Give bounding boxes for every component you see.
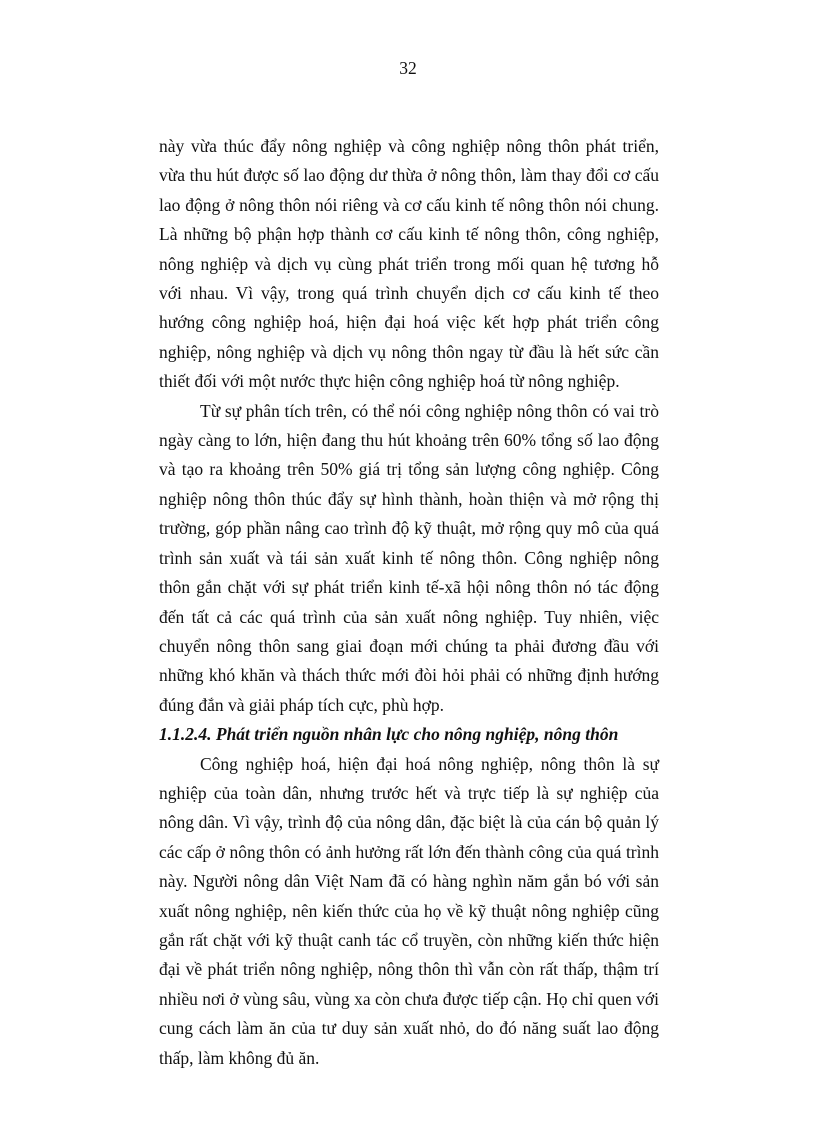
section-heading: 1.1.2.4. Phát triển nguồn nhân lực cho nông nghiệp, nông thôn <box>159 724 619 745</box>
paragraph-rural-industry-role: Từ sự phân tích trên, có thể nói công nghiệp nông thôn có vai trò ngày càng to lớn, hiện đang thu hút khoảng trên 60% tổng số lao động và tạo ra khoảng trên 50% giá trị tổng sản lượng công nghiệp. Công nghiệp nông thôn thúc đẩy sự hình thành, hoàn thiện và mở rộng thị trường, góp phần nâng cao trình độ kỹ thuật, mở rộng quy mô của quá trình sản xuất và tái sản xuất kinh tế nông thôn. Công nghiệp nông thôn gắn chặt với sự phát triển kinh tế-xã hội nông thôn nó tác động đến tất cả các quá trình của sản xuất nông nghiệp. Tuy nhiên, việc chuyển nông thôn sang giai đoạn mới chúng ta phải đương đầu với những khó khăn và thách thức mới đòi hỏi phải có những định hướng đúng đắn và giải pháp tích cực, phù hợp. <box>159 400 659 715</box>
page-number: 32 <box>399 58 417 78</box>
body-text <box>159 132 659 1073</box>
paragraph-human-resources: Công nghiệp hoá, hiện đại hoá nông nghiệp, nông thôn là sự nghiệp của toàn dân, nhưng trước hết và trực tiếp là sự nghiệp của nông dân. Vì vậy, trình độ của nông dân, đặc biệt là của cán bộ quản lý các cấp ở nông thôn có ảnh hưởng rất lớn đến thành công của quá trình này. Người nông dân Việt Nam đã có hàng nghìn năm gắn bó với sản xuất nông nghiệp, nên kiến thức của họ về kỹ thuật nông nghiệp cũng gắn rất chặt với kỹ thuật canh tác cổ truyền, còn những kiến thức hiện đại về phát triển nông nghiệp, nông thôn thì vẫn còn rất thấp, thậm trí nhiều nơi ở vùng sâu, vùng xa còn chưa được tiếp cận. Họ chỉ quen với cung cách làm ăn của tư duy sản xuất nhỏ, do đó năng suất lao động thấp, làm không đủ ăn. <box>159 753 659 1068</box>
paragraph-continuation: này vừa thúc đẩy nông nghiệp và công nghiệp nông thôn phát triển, vừa thu hút được số lao động dư thừa ở nông thôn, làm thay đổi cơ cấu lao động ở nông thôn nói riêng và cơ cấu kinh tế nông thôn nói chung. Là những bộ phận hợp thành cơ cấu kinh tế nông thôn, công nghiệp, nông nghiệp và dịch vụ cùng phát triển trong mối quan hệ tương hỗ với nhau. Vì vậy, trong quá trình chuyển dịch cơ cấu kinh tế theo hướng công nghiệp hoá, hiện đại hoá việc kết hợp phát triển công nghiệp, nông nghiệp và dịch vụ nông thôn ngay từ đầu là hết sức cần thiết đối với một nước thực hiện công nghiệp hoá từ nông nghiệp. <box>159 136 659 392</box>
